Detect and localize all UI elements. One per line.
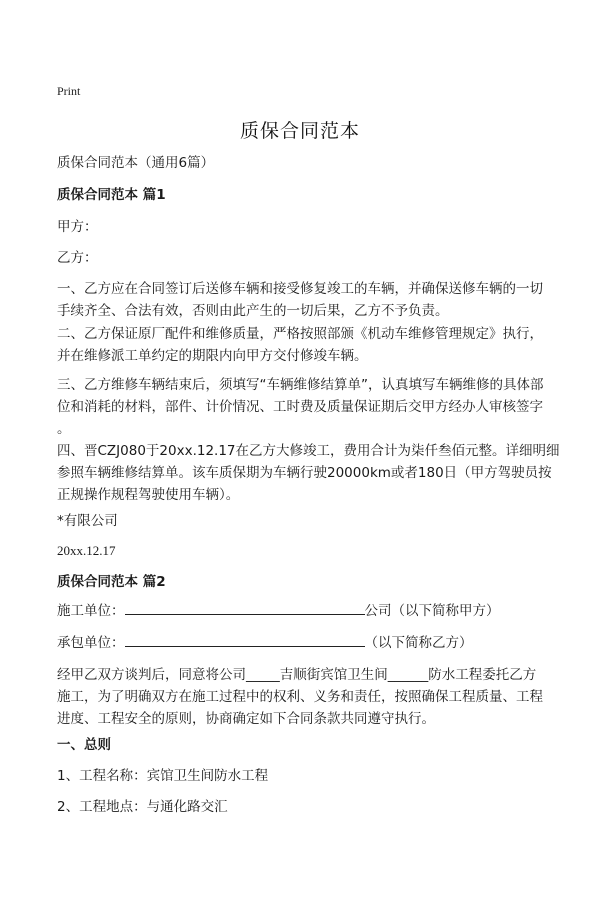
clause-3-row: 三、乙方维修车辆结束后，须填写“车辆维修结算单”，认真填写车辆维修的具体部 [57,377,544,393]
project-location-item: 2、工程地点：与通化路交汇 [57,799,228,815]
clause-4-row: 正规操作规程驾驶使用车辆）。 [57,487,240,503]
clause-3-row: 位和消耗的材料，部件、计价情况、工时费及质量保证期后交甲方经办人审核签字 [57,399,543,415]
contractor-suffix: （以下简称乙方） [364,635,473,651]
company-name: *有限公司 [57,513,118,529]
construction-unit-label: 施工单位： [57,603,125,619]
document-subtitle: 质保合同范本（通用6篇） [57,155,215,171]
print-label: Print [57,84,81,98]
section2-intro-row: 施工，为了明确双方在施工过程中的权利、义务和责任，按照确保工程质量、工程 [57,689,543,705]
section2-intro-row: 经甲乙双方谈判后，同意将公司_____吉顺街宾馆卫生间______防水工程委托乙方 [57,667,537,683]
clause-2-row: 并在维修派工单约定的期限内向甲方交付修竣车辆。 [57,348,368,364]
section2-heading: 质保合同范本 篇2 [57,574,166,590]
document-title: 质保合同范本 [239,120,360,142]
section1-heading: 质保合同范本 篇1 [57,187,166,203]
clause-1-row: 一、乙方应在合同签订后送修车辆和接受修复竣工的车辆，并确保送修车辆的一切 [57,281,543,297]
section2-intro [57,664,553,730]
clause-3-row: 。 [57,421,71,437]
clause-2 [57,323,553,367]
clause-2-row: 二、乙方保证原厂配件和维修质量，严格按照部颁《机动车维修管理规定》执行， [57,326,543,342]
project-name-item: 1、工程名称：宾馆卫生间防水工程 [57,768,269,784]
clause-4-row: 四、晋CZJ080于20xx.12.17在乙方大修竣工，费用合计为柒仟叁佰元整。详细明细 [57,443,560,459]
clause-4-row: 参照车辆维修结算单。该车质保期为车辆行驶20000km或者180日（甲方驾驶员按 [57,465,552,481]
signing-date: 20xx.12.17 [57,543,116,558]
construction-unit-suffix: 公司（以下简称甲方） [364,603,500,619]
contractor-blank [125,632,365,647]
construction-unit-blank [125,600,365,615]
party-a-label: 甲方： [57,219,98,235]
contractor-row [57,632,557,654]
general-provisions-heading: 一、总则 [57,737,111,753]
construction-unit-row [57,600,557,622]
clause-1 [57,278,553,322]
clause-4 [57,440,560,506]
section2-intro-row: 进度、工程安全的原则，协商确定如下合同条款共同遵守执行。 [57,711,435,727]
clause-3 [57,374,553,440]
clause-1-row: 手续齐全、合法有效，否则由此产生的一切后果，乙方不予负责。 [57,303,449,319]
party-b-label: 乙方： [57,250,98,266]
contractor-label: 承包单位： [57,635,125,651]
